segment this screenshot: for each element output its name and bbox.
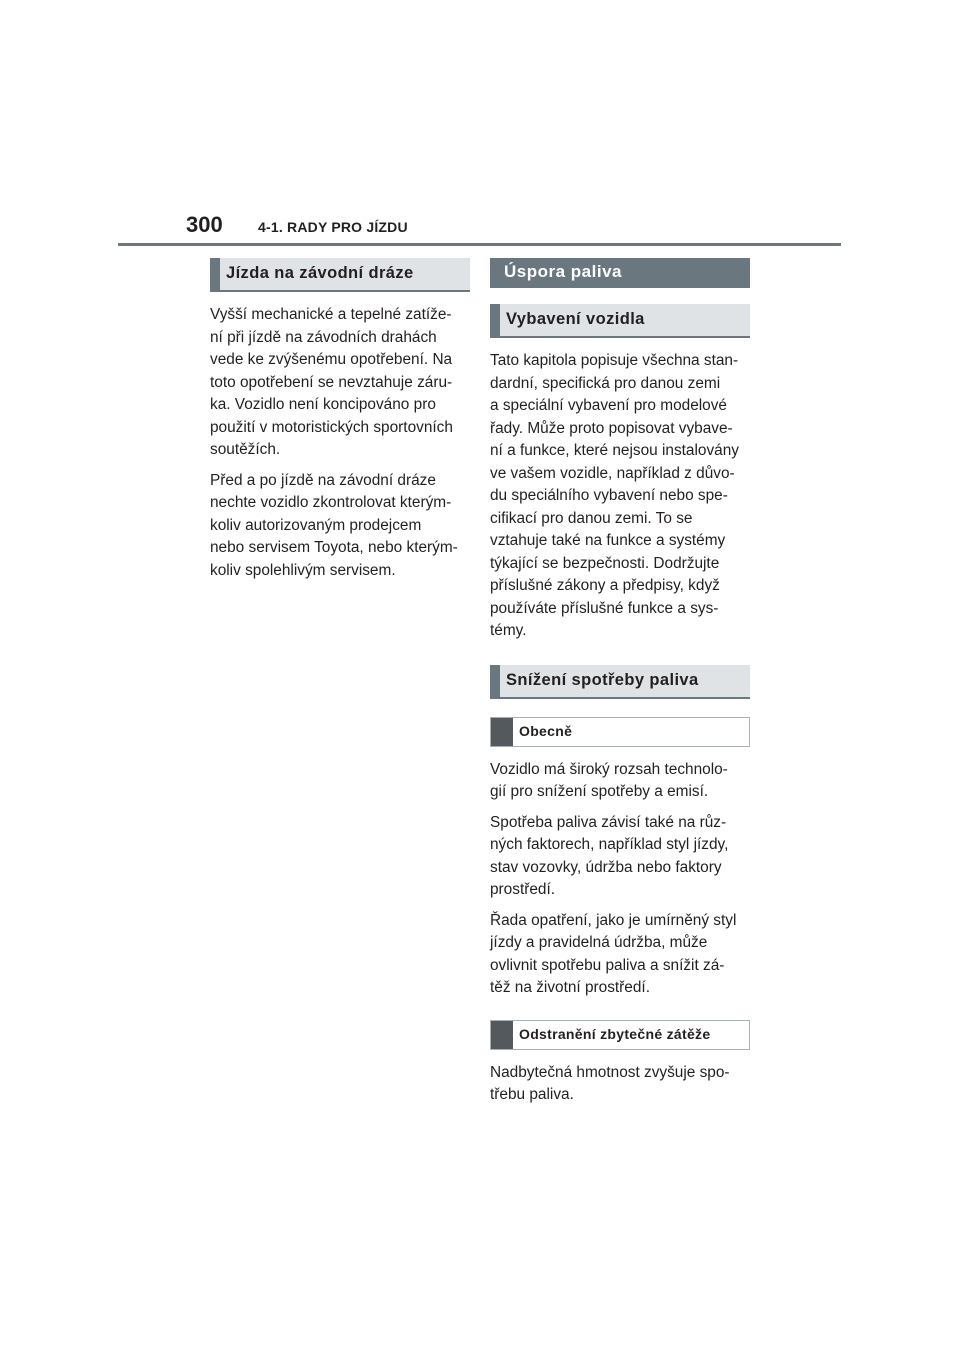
- heading-racetrack: [210, 258, 470, 292]
- heading-vehicle-equipment: [490, 304, 750, 338]
- paragraph-racetrack-1: Vyšší mechanické a tepelné zatíže- ní při jízdě na závodních drahách vede ke zvýšenému opotřebení. Na toto opotřebení se nevztahuje záru- ka. Vozidlo není koncipováno pro použití v motoristických sportovních soutěžích.: [210, 306, 453, 458]
- heading-general: [490, 717, 750, 747]
- left-column: [210, 258, 470, 590]
- right-column: [490, 258, 750, 1115]
- page-number: 300: [186, 212, 223, 237]
- section-title: 4-1. RADY PRO JÍZDU: [258, 219, 408, 235]
- paragraph-general-1: Vozidlo má široký rozsah technolo- gií pro snížení spotřeby a emisí.: [490, 760, 728, 800]
- paragraph-general-3: Řada opatření, jako je umírněný styl jízdy a pravidelná údržba, může ovlivnit spotřebu paliva a snížit zá- těž na životní prostředí.: [490, 911, 737, 996]
- heading-remove-load: [490, 1020, 750, 1050]
- heading-marker: [210, 258, 220, 290]
- heading-marker: [491, 718, 513, 746]
- paragraph-general-2: Spotřeba paliva závisí také na růz- ných faktorech, například styl jízdy, stav vozovky, údržba nebo faktory prostředí.: [490, 813, 729, 898]
- heading-fuel-reduction-text: Snížení spotřeby paliva: [506, 670, 699, 689]
- paragraph-remove-load: Nadbytečná hmotnost zvyšuje spo- třebu paliva.: [490, 1063, 730, 1103]
- header-divider: [118, 243, 841, 246]
- heading-marker: [490, 665, 500, 697]
- heading-fuel-economy: Úspora paliva: [490, 258, 750, 288]
- heading-racetrack-text: Jízda na závodní dráze: [226, 264, 414, 282]
- paragraph-racetrack-2: Před a po jízdě na závodní dráze nechte vozidlo zkontrolovat kterým- koliv autorizovaným prodejcem nebo servisem Toyota, nebo kterým- koliv spolehlivým servisem.: [210, 471, 458, 579]
- paragraph-equipment: Tato kapitola popisuje všechna stan- dardní, specifická pro danou zemi a speciální vybavení pro modelové řady. Může proto popisovat vybave- ní a funkce, které nejsou instalovány ve vašem vozidle, například z důvo- du speciálního vybavení nebo spe- cifikací pro danou zemi. To se vztahuje také na funkce a systémy týkající se bezpečnosti. Dodržujte příslušné zákony a předpisy, když používáte příslušné funkce a sys- témy.: [490, 352, 739, 639]
- heading-fuel-reduction: [490, 665, 750, 699]
- heading-marker: [491, 1021, 513, 1049]
- heading-marker: [490, 304, 500, 336]
- heading-remove-load-text: Odstranění zbytečné zátěže: [519, 1025, 711, 1042]
- heading-general-text: Obecně: [519, 722, 573, 739]
- heading-vehicle-equipment-text: Vybavení vozidla: [506, 310, 645, 328]
